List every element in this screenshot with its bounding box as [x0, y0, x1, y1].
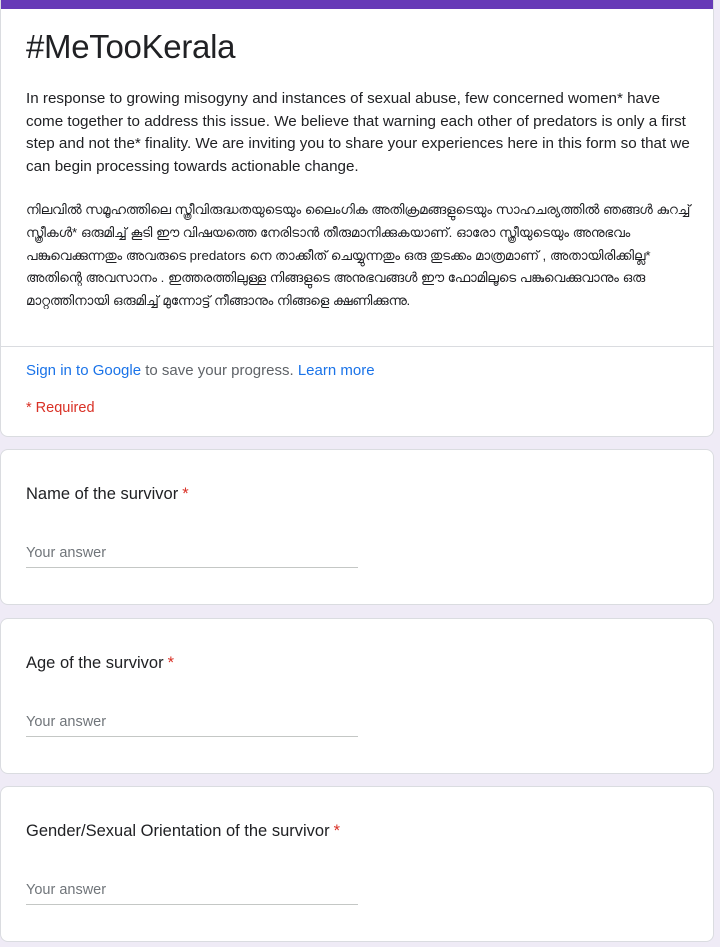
question-label-name [26, 482, 189, 506]
required-asterisk: * [167, 654, 174, 672]
answer-input-name[interactable] [26, 538, 358, 568]
sign-in-notice [26, 361, 375, 381]
learn-more-link[interactable]: Learn more [297, 362, 375, 379]
answer-input-age[interactable] [26, 707, 358, 737]
question-label-age [26, 651, 174, 675]
required-asterisk: * [333, 822, 340, 840]
question-title: Age of the survivor [26, 654, 164, 672]
question-card-gender [0, 786, 714, 942]
sign-in-link[interactable]: Sign in to Google [26, 362, 142, 379]
form-title: #MeTooKerala [26, 28, 236, 65]
question-title: Name of the survivor [26, 485, 179, 503]
question-title: Gender/Sexual Orientation of the survivor [26, 822, 330, 840]
answer-input-gender[interactable] [26, 875, 358, 905]
header-accent-bar [1, 0, 713, 9]
required-note: * Required [26, 400, 95, 416]
form-description-malayalam: നിലവിൽ സമൂഹത്തിലെ സ്ത്രീവിരുദ്ധതയുടെയും ലൈംഗിക അതിക്രമങ്ങളുടെയും സാഹചര്യത്തിൽ ഞങ്ങൾ കുറച്ച് സ്ത്രീകൾ* ഒരുമിച്ച് കൂടി ഈ വിഷയത്തെ നേരിടാൻ തീരുമാനിക്കുകയാണ്. ഓരോ സ്ത്രീയുടെയും അനുഭവം പങ്കുവെക്കുന്നതും അവരുടെ predators നെ താക്കീത് ചെയ്യുന്നതും ഒരു തുടക്കം മാത്രമാണ് , അതായിരിക്കില്ല* അതിന്റെ അവസാനം . ഇത്തരത്തിലുള്ള നിങ്ങളുടെ അനുഭവങ്ങൾ ഈ ഫോമിലൂടെ പങ്കുവെക്കുവാനും ഒരു മാറ്റത്തിനായി ഒരുമിച്ച് മുന്നോട്ട് നീങ്ങാനും നിങ്ങളെ ക്ഷണിക്കുന്നു. [26, 202, 691, 309]
sign-in-suffix-text: to save your progress. [141, 362, 298, 379]
question-card-name [0, 449, 714, 605]
form-description-english: In response to growing misogyny and instances of sexual abuse, few concerned women* have come together to address this issue. We believe that warning each other of predators is only a first step and not the* finality. We are inviting you to share your experiences here in this form so that we can begin processing towards actionable change. [26, 90, 690, 175]
required-asterisk: * [182, 485, 189, 503]
header-divider [1, 346, 713, 347]
question-label-gender [26, 819, 340, 843]
question-card-age [0, 618, 714, 774]
form-header-card [0, 0, 714, 437]
